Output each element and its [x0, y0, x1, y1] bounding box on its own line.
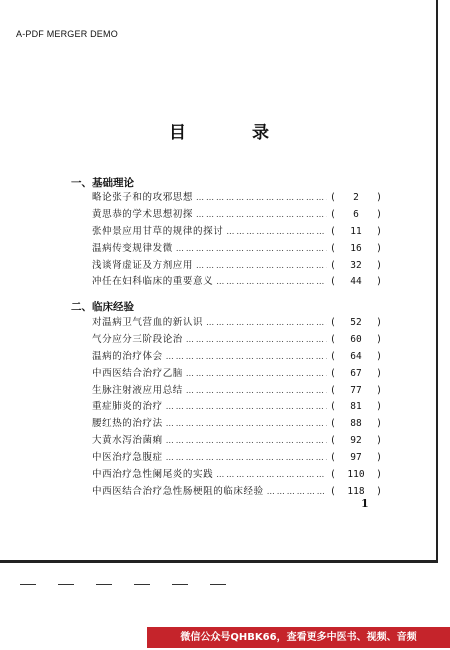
toc-entry-title: 生脉注射液应用总结	[92, 384, 183, 396]
section-heading-clinical-experience: 二、临床经验	[71, 301, 134, 313]
toc-entry-title: 黄思恭的学术思想初探	[92, 208, 194, 220]
toc-entry-title: 温病的治疗体会	[92, 350, 163, 362]
toc-entry-page: ( 97 )	[330, 452, 382, 464]
toc-leader-dots	[196, 193, 327, 202]
toc-entry[interactable]	[92, 415, 382, 432]
watermark-text: A-PDF MERGER DEMO	[16, 29, 118, 39]
section-heading-basic-theory: 一、基础理论	[71, 177, 134, 189]
toc-entry-title: 大黄水泻治菌痢	[92, 435, 163, 447]
toc-leader-dots	[186, 335, 327, 344]
toc-entry[interactable]	[92, 206, 382, 223]
wechat-notice-banner[interactable]: 微信公众号QHBK66，查看更多中医书、视频、音频	[147, 627, 450, 648]
toc-entry-title: 浅谈肾虚证及方剂应用	[92, 259, 194, 271]
toc-entry-page: ( 2 )	[330, 192, 382, 203]
toc-leader-dots	[186, 369, 327, 378]
toc-entry[interactable]	[92, 331, 382, 348]
toc-entry-title: 张仲景应用甘草的规律的探讨	[92, 225, 224, 237]
toc-leader-dots	[226, 227, 327, 236]
toc-entry-page: ( 92 )	[330, 435, 382, 447]
toc-leader-dots	[166, 436, 327, 445]
toc-entry-page: ( 64 )	[330, 350, 382, 362]
toc-entry-page: ( 6 )	[330, 208, 382, 220]
next-page-top-edge	[20, 584, 230, 586]
toc-entry[interactable]	[92, 483, 382, 500]
toc-entry-page: ( 88 )	[330, 418, 382, 430]
toc-leader-dots	[267, 487, 327, 496]
toc-entry[interactable]	[92, 382, 382, 399]
toc-entry[interactable]	[92, 257, 382, 274]
toc-list-clinical-experience	[92, 314, 382, 500]
toc-entry-title: 中医治疗急腹症	[92, 452, 163, 464]
toc-entry[interactable]	[92, 449, 382, 466]
toc-entry-page: ( 81 )	[330, 401, 382, 413]
toc-entry[interactable]	[92, 432, 382, 449]
toc-entry[interactable]	[92, 240, 382, 257]
toc-entry-title: 中西医结合治疗乙脑	[92, 367, 183, 379]
toc-entry-title: 温病传变规律发微	[92, 242, 173, 254]
toc-entry[interactable]	[92, 365, 382, 382]
toc-leader-dots	[166, 419, 327, 428]
toc-leader-dots	[186, 386, 327, 395]
toc-entry-page: ( 118 )	[330, 485, 382, 497]
toc-entry-title: 对温病卫气营血的新认识	[92, 317, 204, 328]
toc-leader-dots	[206, 318, 327, 327]
toc-list-basic-theory	[92, 189, 382, 290]
toc-entry-title: 重症肺炎的治疗	[92, 401, 163, 413]
toc-entry-title: 中西医结合治疗急性肠梗阻的临床经验	[92, 485, 264, 497]
toc-entry[interactable]	[92, 348, 382, 365]
toc-entry-title: 冲任在妇科临床的重要意义	[92, 276, 214, 288]
toc-entry[interactable]	[92, 189, 382, 206]
page-number: 1	[361, 497, 369, 510]
toc-entry-page: ( 11 )	[330, 225, 382, 237]
toc-entry-page: ( 60 )	[330, 333, 382, 345]
toc-leader-dots	[166, 352, 327, 361]
toc-entry-page: ( 67 )	[330, 367, 382, 379]
toc-entry-title: 气分应分三阶段论治	[92, 333, 183, 345]
toc-entry-title: 略论张子和的攻邪思想	[92, 192, 194, 203]
toc-entry-page: ( 52 )	[330, 317, 382, 328]
toc-leader-dots	[196, 210, 327, 219]
toc-entry-page: ( 16 )	[330, 242, 382, 254]
toc-entry-page: ( 77 )	[330, 384, 382, 396]
toc-leader-dots	[216, 470, 327, 479]
toc-entry-page: ( 44 )	[330, 276, 382, 288]
toc-entry[interactable]	[92, 466, 382, 483]
toc-entry-title: 腰红热的治疗法	[92, 418, 163, 430]
toc-leader-dots	[216, 277, 327, 286]
toc-leader-dots	[196, 261, 327, 270]
toc-entry-title: 中西治疗急性阑尾炎的实践	[92, 469, 214, 481]
toc-entry[interactable]	[92, 398, 382, 415]
toc-entry[interactable]	[92, 223, 382, 240]
toc-entry[interactable]	[92, 314, 382, 331]
toc-entry[interactable]	[92, 273, 382, 290]
toc-entry-page: ( 32 )	[330, 259, 382, 271]
toc-entry-page: ( 110 )	[330, 469, 382, 481]
toc-leader-dots	[176, 244, 327, 253]
toc-leader-dots	[166, 402, 327, 411]
page-title: 目 录	[169, 123, 299, 143]
toc-leader-dots	[166, 453, 327, 462]
